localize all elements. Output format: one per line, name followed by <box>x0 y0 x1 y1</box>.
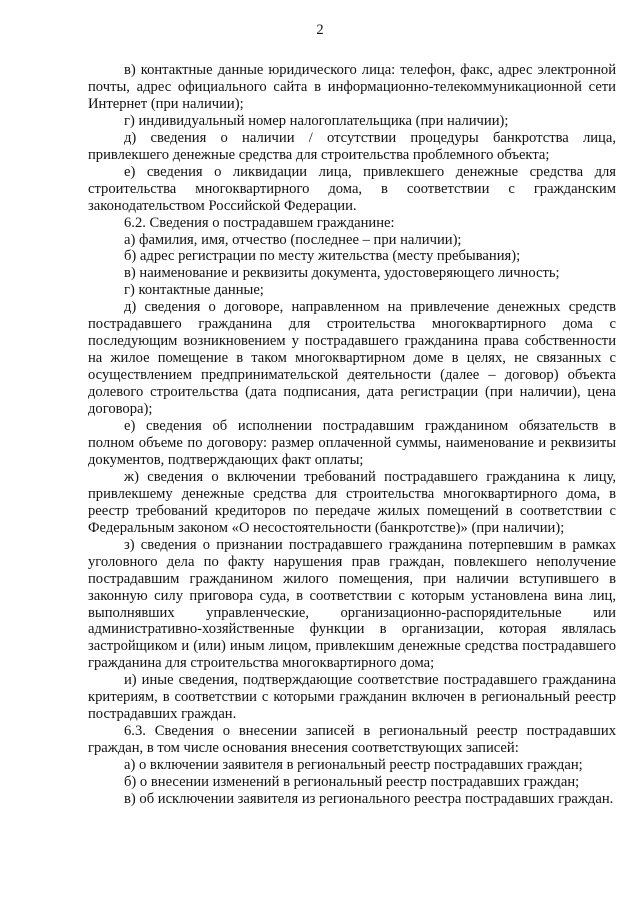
paragraph-d-bankruptcy: д) сведения о наличии / отсутствии процедуры банкротства лица, привлекшего денежные средства для строительства проблемного объекта; <box>88 129 616 163</box>
paragraph-g-inn: г) индивидуальный номер налогоплательщика (при наличии); <box>124 112 509 129</box>
paragraph-a-full-name: а) фамилия, имя, отчество (последнее – при наличии); <box>124 231 462 248</box>
paragraph-e-liquidation: е) сведения о ликвидации лица, привлекшего денежные средства для строительства многоквартирного дома, в соответствии с гражданским законодательством Российской Федерации. <box>88 163 616 214</box>
paragraph-b-changes: б) о внесении изменений в региональный реестр пострадавших граждан; <box>124 774 580 791</box>
section-heading-6-3: 6.3. Сведения о внесении записей в региональный реестр пострадавших граждан, в том числе основания внесения соответствующих записей: <box>88 723 616 757</box>
document-body <box>88 62 616 808</box>
paragraph-e-payment: е) сведения об исполнении пострадавшим гражданином обязательств в полном объеме по договору: размер оплаченной суммы, наименование и реквизиты документов, подтверждающих факт оплаты; <box>88 418 616 468</box>
page-number: 2 <box>316 22 324 38</box>
paragraph-z-victim-status: з) сведения о признании пострадавшего гражданина потерпевшим в рамках уголовного дела по факту нарушения прав граждан, повлекшего неполучение пострадавшим гражданином жилого помещения, при наличии вступившего в законную силу приговора суда, в соответствии с которым установлена вина лиц, выполнявших управленческие, организационно-распорядительные или административно-хозяйственные функции в организации, которая являлась застройщиком и (или) иным лицом, привлекшим денежные средства пострадавшего гражданина для строительства многоквартирного дома; <box>88 536 616 672</box>
paragraph-g-contacts: г) контактные данные; <box>124 282 264 299</box>
paragraph-v-exclusion: в) об исключении заявителя из регионального реестра пострадавших граждан. <box>124 790 614 807</box>
paragraph-zh-creditor-claims: ж) сведения о включении требований пострадавшего гражданина к лицу, привлекшему денежные средства для строительства многоквартирного дома, в реестр требований кредиторов по передаче жилых помещений в соответствии с Федеральным законом «О несостоятельности (банкротстве)» (при наличии); <box>88 468 616 536</box>
section-heading-6-2: 6.2. Сведения о пострадавшем гражданине: <box>124 214 395 231</box>
paragraph-v-contacts: в) контактные данные юридического лица: телефон, факс, адрес электронной почты, адрес официального сайта в информационно-телекоммуникационной сети Интернет (при наличии); <box>88 62 616 112</box>
paragraph-b-address: б) адрес регистрации по месту жительства (месту пребывания); <box>124 248 521 265</box>
paragraph-d-contract: д) сведения о договоре, направленном на привлечение денежных средств пострадавшего гражданина для строительства многоквартирного дома с последующим возникновением у пострадавшего гражданина права собственности на жилое помещение в таком многоквартирном доме в целях, не связанных с осуществлением предпринимательской деятельности (далее – договор) объекта долевого строительства (дата подписания, дата регистрации (при наличии), цена договора); <box>88 299 616 418</box>
paragraph-v-id-document: в) наименование и реквизиты документа, удостоверяющего личность; <box>124 265 560 282</box>
paragraph-a-inclusion: а) о включении заявителя в региональный реестр пострадавших граждан; <box>124 757 583 774</box>
paragraph-i-other-info: и) иные сведения, подтверждающие соответствие пострадавшего гражданина критериям, в соответствии с которыми гражданин включен в региональный реестр пострадавших граждан. <box>88 672 616 723</box>
